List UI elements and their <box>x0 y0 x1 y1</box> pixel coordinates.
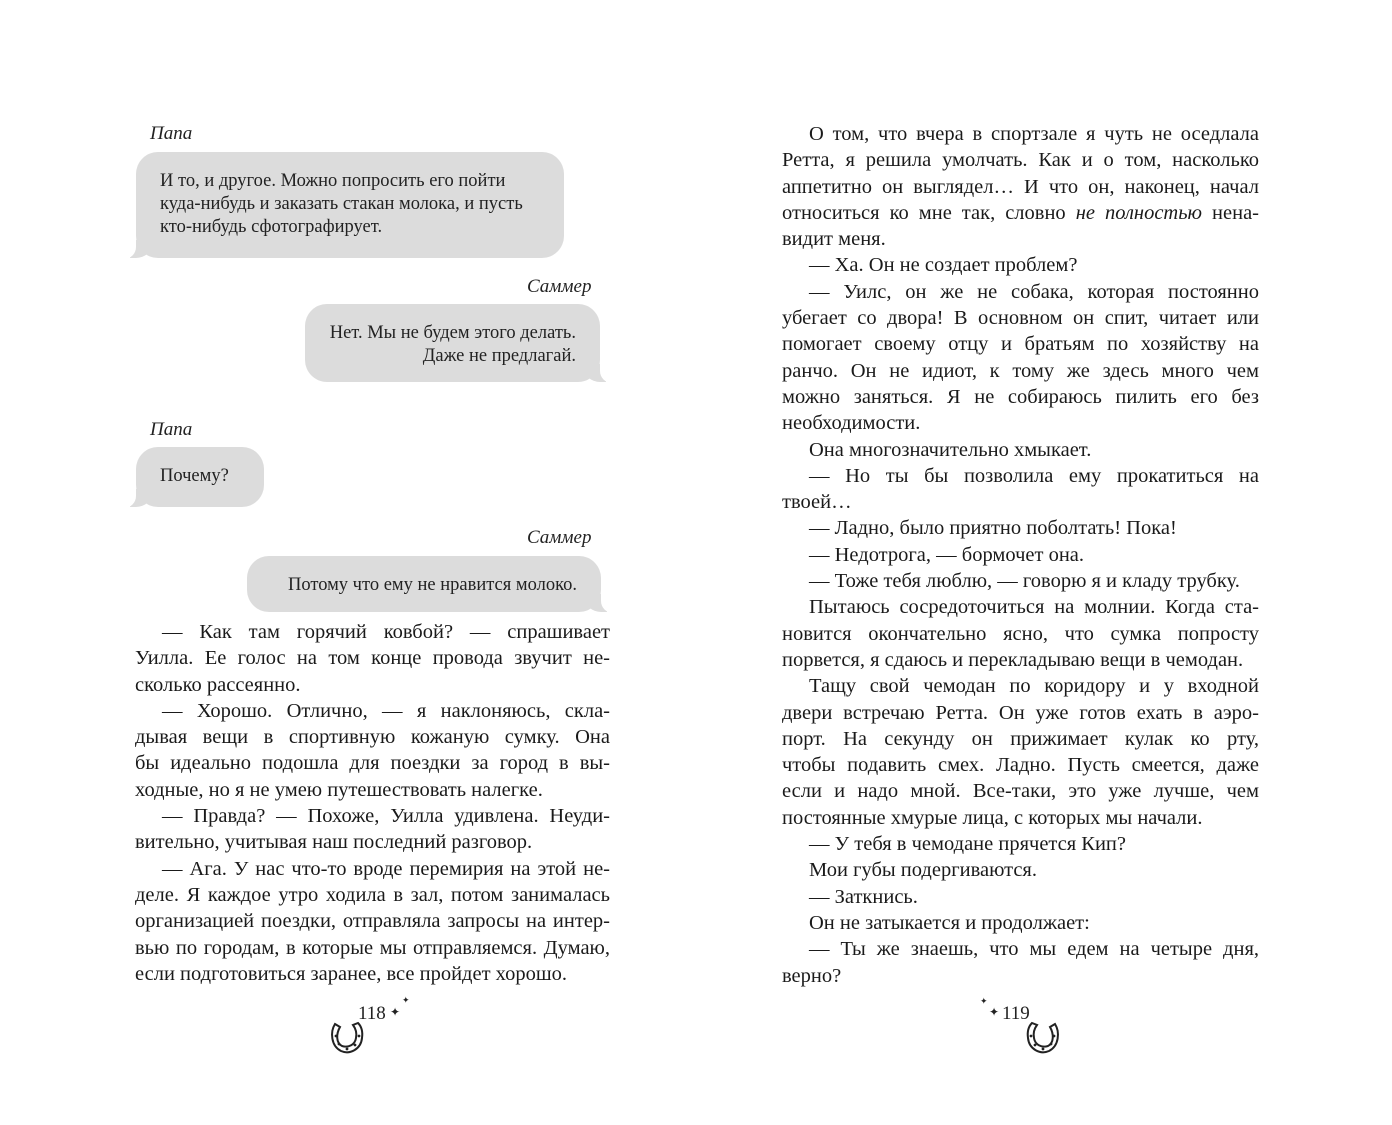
page-number: 118 <box>358 1003 386 1024</box>
chat-line: куда-нибудь и заказать стакан молока, и пусть <box>160 194 523 214</box>
sparkle-icon: ✦ <box>980 997 988 1007</box>
italic-phrase: не полностью <box>1075 201 1203 224</box>
text-line: Она многозначительно хмыкает. <box>809 438 1092 461</box>
text-line: если подготовиться заранее, все пройдет хорошо. <box>135 962 568 985</box>
text-segment: нена- <box>1202 201 1259 224</box>
text-line: — Тоже тебя люблю, — говорю я и кладу трубку. <box>809 570 1240 593</box>
chat-sender: Саммер <box>527 527 592 548</box>
text-line: Тащу свой чемодан по коридору и у входной <box>809 675 1259 698</box>
text-line: сколько рассеянно. <box>135 673 301 696</box>
text-line: порт. На секунду он прижимает кулак ко рту, <box>782 727 1259 750</box>
chat-bubble-incoming <box>136 447 264 507</box>
text-line: Уилла. Ее голос на том конце провода звучит не- <box>135 647 610 670</box>
text-line: необходимости. <box>782 412 921 435</box>
chat-bubble-incoming <box>136 152 564 258</box>
text-line: видит меня. <box>782 228 886 251</box>
text-line: — Ха. Он не создает проблем? <box>809 254 1078 277</box>
horseshoe-icon <box>1024 1018 1062 1056</box>
sparkle-icon: ✦ <box>989 1005 1000 1019</box>
text-line: — Ты же знаешь, что мы едем на четыре дня, <box>809 938 1259 961</box>
text-line: — Недотрога, — бормочет она. <box>809 543 1085 566</box>
text-line: если и надо мной. Все-таки, это уже лучше, чем <box>782 780 1259 803</box>
chat-line: Нет. Мы не будем этого делать. <box>329 323 576 343</box>
text-line: ходные, но я не умею путешествовать налегке. <box>135 778 543 801</box>
page-number: 119 <box>1002 1003 1030 1024</box>
text-line: вительно, учитывая наш последний разговор. <box>135 831 533 854</box>
right-page <box>696 0 1392 1125</box>
text-segment: относиться ко мне так, словно <box>782 201 1076 224</box>
text-line: ранчо. Он не идиот, к тому же здесь много чем <box>782 359 1259 382</box>
chat-line: кто-нибудь сфотографирует. <box>160 217 383 237</box>
text-line: — Как там горячий ковбой? — спрашивает <box>162 621 610 643</box>
chat-line: Даже не предлагай. <box>422 346 576 366</box>
text-line: чтобы подавить смех. Ладно. Пусть смеется, даже <box>782 754 1259 777</box>
text-line: порвется, я сдаюсь и перекладываю вещи в чемодан. <box>782 648 1244 671</box>
text-line: — Уилс, он же не собака, которая постоянно <box>809 280 1259 303</box>
text-line: аппетитно он выглядел… И что он, наконец, начал <box>782 175 1259 198</box>
text-line: вью по городам, в которые мы отправляемся. Думаю, <box>135 936 610 959</box>
chat-line: И то, и другое. Можно попросить его пойти <box>160 171 506 191</box>
sparkle-icon: ✦ <box>390 1005 401 1019</box>
chat-sender: Папа <box>150 123 193 144</box>
text-line: — Ладно, было приятно поболтать! Пока! <box>809 517 1177 540</box>
chat-sender: Папа <box>150 419 193 440</box>
text-line: организацией поездки, отправляла запросы на интер- <box>135 910 610 933</box>
text-line: — У тебя в чемодане прячется Кип? <box>809 833 1126 856</box>
text-line: дывая вещи в спортивную кожаную сумку. Она <box>135 726 610 749</box>
text-line: — Но ты бы позволила ему прокатиться на <box>809 464 1259 487</box>
text-line: — Заткнись. <box>809 885 918 908</box>
text-line: двери встречаю Ретта. Он уже готов ехать в аэро- <box>782 701 1259 724</box>
text-line: — Хорошо. Отлично, — я наклоняюсь, скла- <box>162 699 610 722</box>
text-line: Ретта, я решила умолчать. Как и о том, насколько <box>782 149 1259 172</box>
chat-line: Почему? <box>160 466 229 486</box>
text-line: постоянные хмурые лица, с которых мы начали. <box>782 806 1203 829</box>
text-line: твоей… <box>782 491 852 514</box>
text-line: бы идеально подошла для поездки за город в вы- <box>135 752 610 775</box>
sparkle-icon: ✦ <box>402 996 410 1006</box>
chat-sender: Саммер <box>527 276 592 297</box>
text-line: деле. Я каждое утро ходила в зал, потом занималась <box>135 883 610 906</box>
text-line: Мои губы подергиваются. <box>809 859 1037 882</box>
text-line: О том, что вчера в спортзале я чуть не оседлала <box>809 123 1259 145</box>
chat-bubble-outgoing <box>305 304 600 382</box>
text-line: — Правда? — Похоже, Уилла удивлена. Неуди- <box>162 805 610 828</box>
text-line: верно? <box>782 964 842 987</box>
text-line: — Ага. У нас что-то вроде перемирия на этой не- <box>162 857 610 880</box>
body-text <box>135 619 610 987</box>
text-line: Пытаюсь сосредоточиться на молнии. Когда ста- <box>809 596 1259 619</box>
text-line-with-italic <box>782 200 1259 226</box>
text-line: Он не затыкается и продолжает: <box>809 911 1090 934</box>
text-line: можно заняться. Я не собираюсь пилить его без <box>782 385 1259 408</box>
text-line: новится окончательно ясно, что сумка попросту <box>782 622 1259 645</box>
text-line: помогает своему отцу и братьям по хозяйству на <box>782 333 1259 356</box>
text-line: убегает со двора! В основном он спит, читает или <box>782 307 1259 330</box>
chat-bubble-outgoing <box>247 556 601 612</box>
chat-line: Потому что ему не нравится молоко. <box>287 575 577 595</box>
body-text <box>782 121 1259 989</box>
